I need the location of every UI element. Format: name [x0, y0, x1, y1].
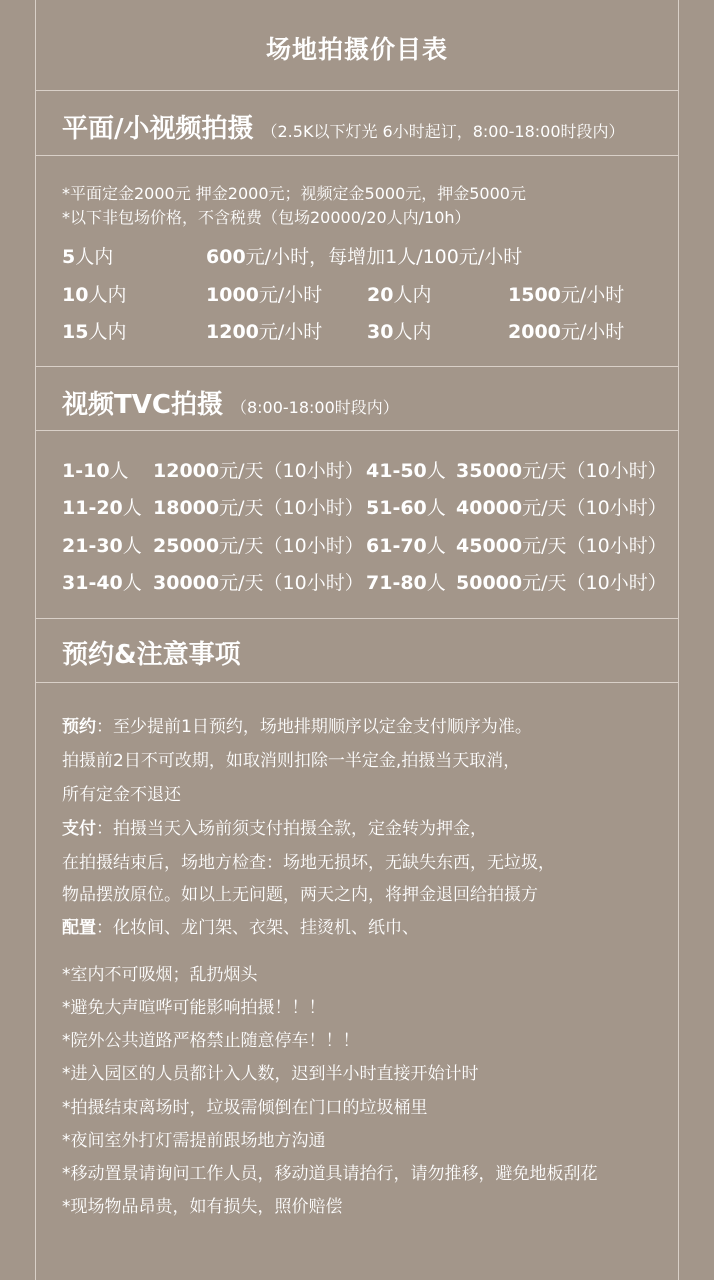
hourly-price: 2000元/小时 — [508, 321, 625, 343]
divider — [35, 682, 679, 683]
section-title: 平面/小视频拍摄 — [62, 114, 254, 144]
people-range: 51-60人 — [366, 497, 446, 519]
booking-rule: 所有定金不退还 — [62, 785, 181, 805]
payment-rule: 物品摆放原位。如以上无问题，两天之内，将押金退回给拍摄方 — [62, 885, 538, 905]
people-range: 21-30人 — [62, 535, 142, 557]
deposit-note: *平面定金2000元 押金2000元；视频定金5000元，押金5000元 — [62, 184, 526, 203]
daily-price: 18000元/天（10小时） — [153, 497, 364, 519]
notice-item: *进入园区的人员都计入人数，迟到半小时直接开始计时 — [62, 1064, 479, 1084]
notice-item: *拍摄结束离场时，垃圾需倾倒在门口的垃圾桶里 — [62, 1098, 428, 1118]
hourly-price: 600元/小时，每增加1人/100元/小时 — [206, 246, 523, 268]
section-title: 视频TVC拍摄 — [62, 390, 223, 420]
daily-price: 12000元/天（10小时） — [153, 460, 364, 482]
payment-rule: 支付：拍摄当天入场前须支付拍摄全款，定金转为押金， — [62, 819, 487, 839]
section-header-tvc — [62, 384, 399, 421]
daily-price: 45000元/天（10小时） — [456, 535, 667, 557]
people-limit: 5人内 — [62, 246, 114, 268]
notice-item: *院外公共道路严格禁止随意停车！！！ — [62, 1031, 360, 1051]
people-limit: 10人内 — [62, 284, 127, 306]
daily-price: 50000元/天（10小时） — [456, 572, 667, 594]
daily-price: 35000元/天（10小时） — [456, 460, 667, 482]
people-range: 31-40人 — [62, 572, 142, 594]
people-limit: 30人内 — [367, 321, 432, 343]
pricing-note: *以下非包场价格，不含税费（包场20000/20人内/10h） — [62, 208, 471, 227]
daily-price: 30000元/天（10小时） — [153, 572, 364, 594]
notice-item: *移动置景请询问工作人员，移动道具请抬行，请勿推移，避免地板刮花 — [62, 1164, 598, 1184]
divider — [35, 366, 679, 367]
equipment-config: 配置：化妆间、龙门架、衣架、挂烫机、纸巾、 — [62, 918, 419, 938]
people-range: 11-20人 — [62, 497, 142, 519]
people-range: 1-10人 — [62, 460, 129, 482]
hourly-price: 1200元/小时 — [206, 321, 323, 343]
section-subtitle: （8:00-18:00时段内） — [230, 398, 399, 417]
people-limit: 15人内 — [62, 321, 127, 343]
people-range: 71-80人 — [366, 572, 446, 594]
notice-item: *现场物品昂贵，如有损失，照价赔偿 — [62, 1197, 343, 1217]
people-limit: 20人内 — [367, 284, 432, 306]
section-subtitle: （2.5K以下灯光 6小时起订，8:00-18:00时段内） — [261, 122, 625, 141]
people-range: 61-70人 — [366, 535, 446, 557]
section-header-photo — [62, 108, 625, 145]
divider — [35, 155, 679, 156]
hourly-price: 1000元/小时 — [206, 284, 323, 306]
section-header-notes — [62, 634, 241, 671]
hourly-price: 1500元/小时 — [508, 284, 625, 306]
people-range: 41-50人 — [366, 460, 446, 482]
page-title: 场地拍摄价目表 — [265, 35, 448, 64]
daily-price: 25000元/天（10小时） — [153, 535, 364, 557]
notice-item: *避免大声喧哗可能影响拍摄！！！ — [62, 998, 326, 1018]
divider — [35, 90, 679, 91]
notice-item: *夜间室外打灯需提前跟场地方沟通 — [62, 1131, 326, 1151]
booking-rule: 拍摄前2日不可改期，如取消则扣除一半定金,拍摄当天取消， — [62, 751, 521, 771]
divider — [35, 618, 679, 619]
divider — [35, 430, 679, 431]
section-title: 预约&注意事项 — [62, 640, 241, 670]
daily-price: 40000元/天（10小时） — [456, 497, 667, 519]
payment-rule: 在拍摄结束后，场地方检查：场地无损坏，无缺失东西，无垃圾， — [62, 853, 555, 873]
notice-item: *室内不可吸烟；乱扔烟头 — [62, 965, 258, 985]
booking-rule: 预约：至少提前1日预约，场地排期顺序以定金支付顺序为准。 — [62, 717, 532, 737]
